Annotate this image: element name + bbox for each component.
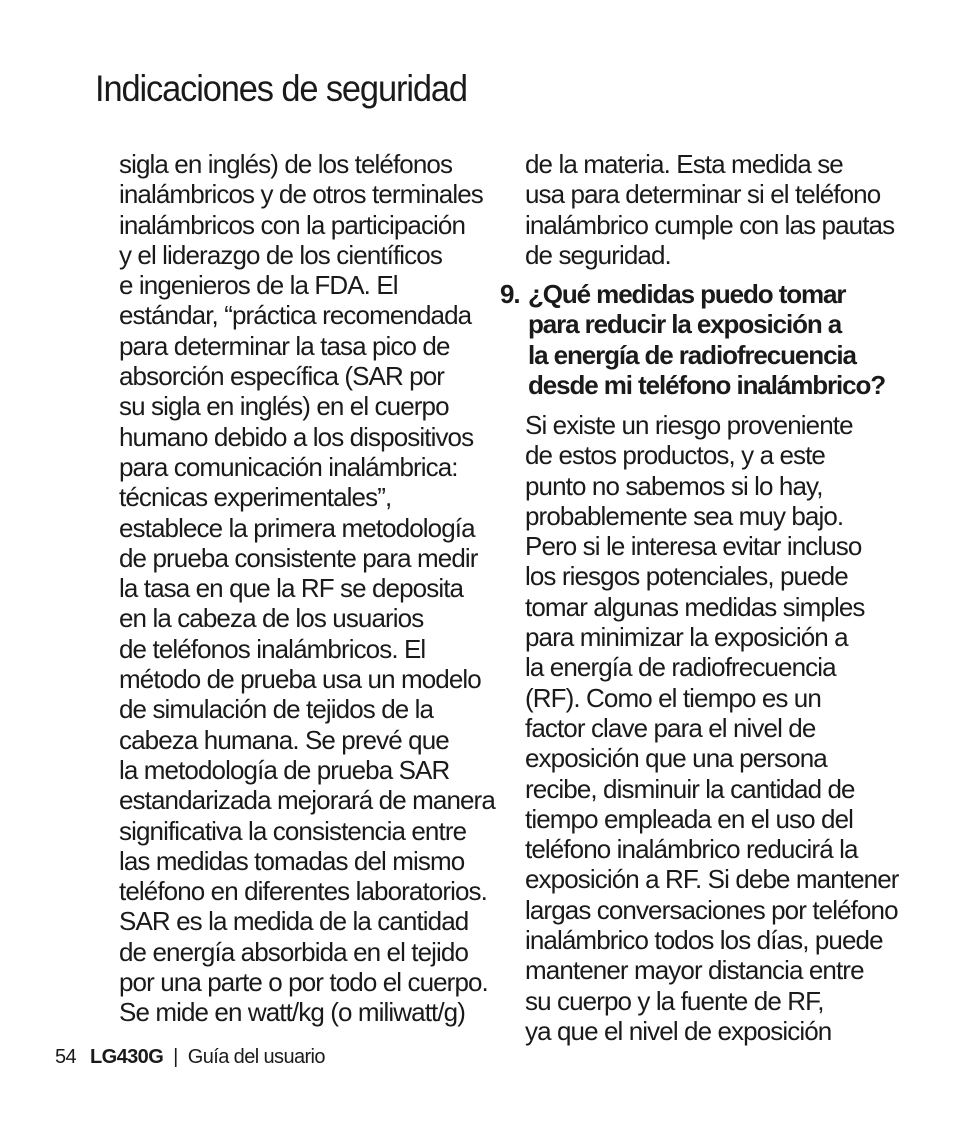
left-column: [119, 149, 495, 1028]
text-line: de seguridad.: [525, 239, 671, 270]
text-line: estándar, “práctica recomendada: [119, 300, 472, 331]
footer-separator: |: [173, 1046, 178, 1068]
text-line: tomar algunas medidas simples: [525, 591, 865, 622]
text-line: para minimizar la exposición a: [525, 622, 848, 653]
text-line: exposición a RF. Si debe mantener: [525, 864, 899, 895]
text-line: factor clave para el nivel de: [525, 712, 816, 743]
right-column-intro: [525, 149, 894, 270]
text-line: por una parte o por todo el cuerpo.: [119, 967, 488, 998]
question-number: 9.: [500, 279, 520, 309]
model-name: LG430G: [90, 1046, 164, 1068]
text-line: de energía absorbida en el tejido: [119, 936, 469, 967]
text-line: la tasa en que la RF se deposita: [119, 573, 464, 604]
text-line: significativa la consistencia entre: [119, 815, 467, 846]
text-line: la metodología de prueba SAR: [119, 754, 450, 785]
text-line: humano debido a los dispositivos: [119, 421, 474, 452]
text-line: y el liderazgo de los científicos: [119, 239, 442, 270]
text-line: probablemente sea muy bajo.: [525, 500, 844, 531]
question-text: [528, 279, 885, 400]
text-line: los riesgos potenciales, puede: [525, 561, 848, 592]
text-line: absorción específica (SAR por: [119, 361, 445, 392]
text-line: largas conversaciones por teléfono: [525, 894, 898, 925]
text-line: para determinar la tasa pico de: [119, 330, 450, 361]
page-number: 54: [55, 1046, 77, 1068]
text-line: e ingenieros de la FDA. El: [119, 270, 398, 301]
text-line: tiempo empleada en el uso del: [525, 803, 854, 834]
text-line: sigla en inglés) de los teléfonos: [119, 149, 453, 179]
question-line: desde mi teléfono inalámbrico?: [528, 369, 886, 400]
text-line: método de prueba usa un modelo: [119, 664, 481, 695]
text-line: establece la primera metodología: [119, 512, 475, 543]
text-line: inalámbricos y de otros terminales: [119, 179, 483, 210]
guide-title: Guía del usuario: [187, 1046, 325, 1068]
text-line: exposición que una persona: [525, 743, 827, 774]
text-line: punto no sabemos si lo hay,: [525, 470, 823, 501]
text-line: teléfono inalámbrico reducirá la: [525, 834, 858, 865]
text-line: usa para determinar si el teléfono: [525, 179, 881, 210]
text-line: recibe, disminuir la cantidad de: [525, 773, 855, 804]
text-line: cabeza humana. Se prevé que: [119, 724, 449, 755]
text-line: Pero si le interesa evitar incluso: [525, 531, 862, 562]
text-line: para comunicación inalámbrica:: [119, 451, 458, 482]
text-line: de la materia. Esta medida se: [525, 149, 843, 179]
question-line: para reducir la exposición a: [528, 309, 842, 340]
text-line: de prueba consistente para medir: [119, 542, 478, 573]
question-line: ¿Qué medidas puedo tomar: [528, 279, 846, 309]
text-line: las medidas tomadas del mismo: [119, 845, 465, 876]
text-line: de estos productos, y a este: [525, 440, 825, 471]
question-line: la energía de radiofrecuencia: [528, 339, 856, 370]
text-line: SAR es la medida de la cantidad: [119, 906, 469, 937]
text-line: de teléfonos inalámbricos. El: [119, 633, 426, 664]
text-line: en la cabeza de los usuarios: [119, 603, 424, 634]
text-line: Si existe un riesgo proveniente: [525, 410, 853, 440]
text-line: técnicas experimentales”,: [119, 482, 392, 513]
text-line: inalámbricos con la participación: [119, 209, 466, 240]
text-line: (RF). Como el tiempo es un: [525, 682, 821, 713]
right-column-body: [525, 410, 899, 1046]
text-line: teléfono en diferentes laboratorios.: [119, 876, 487, 907]
text-line: estandarizada mejorará de manera: [119, 785, 495, 816]
text-line: ya que el nivel de exposición: [525, 1015, 832, 1046]
text-line: su sigla en inglés) en el cuerpo: [119, 391, 449, 422]
text-line: mantener mayor distancia entre: [525, 955, 864, 986]
page-footer: [55, 1046, 325, 1069]
text-line: inalámbrico cumple con las pautas: [525, 209, 895, 240]
text-line: su cuerpo y la fuente de RF,: [525, 985, 824, 1016]
page-title: Indicaciones de seguridad: [95, 68, 467, 109]
text-line: de simulación de tejidos de la: [119, 694, 434, 725]
text-line: inalámbrico todos los días, puede: [525, 925, 883, 956]
text-line: Se mide en watt/kg (o miliwatt/g): [119, 997, 465, 1028]
text-line: la energía de radiofrecuencia: [525, 652, 836, 683]
